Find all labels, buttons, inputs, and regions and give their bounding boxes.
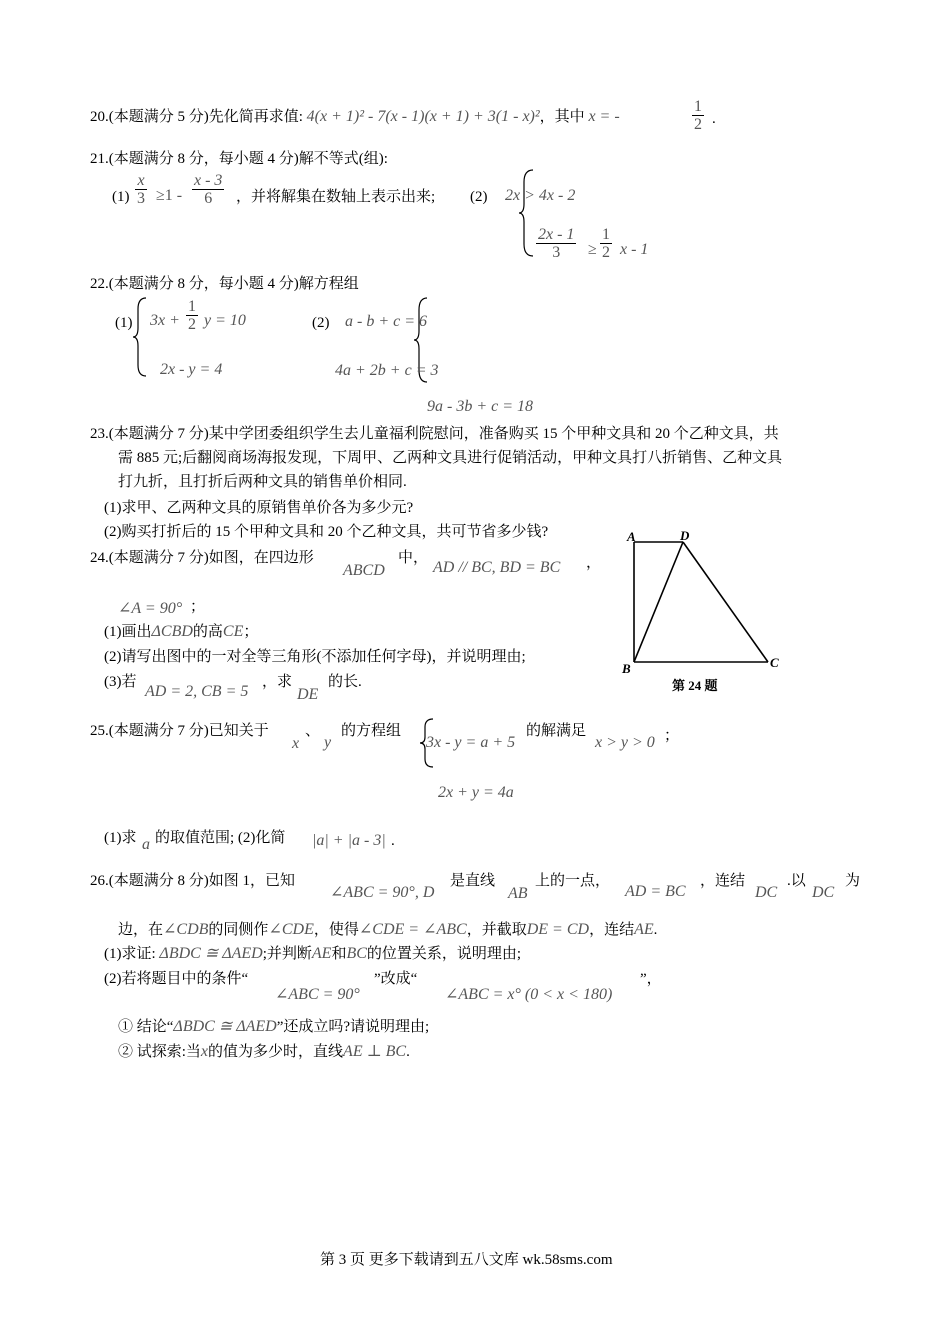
q26-s2d: ∠ABC = x° (0 < x < 180) [445, 986, 613, 1003]
q26-line2 [118, 921, 657, 939]
q22-p1-label: (1) [115, 315, 133, 331]
fig-label-a: A [627, 529, 636, 544]
q26-l2d: ∠CDE [268, 921, 314, 938]
q24-zhong: 中， [398, 550, 429, 566]
q22-p1-eq2: 2x - y = 4 [160, 361, 223, 378]
q26-l2j: AE [634, 921, 654, 938]
q25-dun: 、 [305, 723, 321, 739]
q26-s2e: ”， [640, 971, 662, 987]
q26-l2i: ，连结 [589, 922, 635, 938]
q26-sub1 [104, 945, 521, 963]
q21-head: 21.(本题满分 8 分，每小题 4 分)解不等式(组): [90, 151, 388, 167]
q26-c2a: ② 试探索:当 [118, 1044, 201, 1060]
q24-sub1-a: (1)画出 [104, 624, 152, 640]
q20-end: . [712, 111, 716, 127]
q25-mid: 的方程组 [341, 723, 402, 739]
q21-p2-l2-tail: x - 1 [620, 241, 649, 258]
q25-end: . [391, 833, 395, 849]
q24-head: 24.(本题满分 7 分)如图，在四边形 [90, 550, 314, 566]
q21-p1-left-num: x [135, 172, 147, 190]
q22-p1-eq1-frac [186, 298, 198, 333]
q26-t4: .以 [787, 873, 806, 889]
q25-eq2: 2x + y = 4a [438, 784, 514, 801]
q25-inequality: x > y > 0 [595, 734, 655, 751]
q25-eq1: 3x - y = a + 5 [426, 734, 516, 751]
q24-sub3-c: ，求 [262, 674, 293, 690]
q21-p1-text: ，并将解集在数轴上表示出来; [236, 189, 436, 205]
q23-line1: 23.(本题满分 7 分)某中学团委组织学生去儿童福利院慰问，准备购买 15 个甲种文具和 20 个乙种文具，共 [90, 426, 779, 442]
q26-t3: ，连结 [700, 873, 746, 889]
q25-sub1b: 的取值范围; (2)化简 [155, 830, 286, 846]
q26-l2e: ，使得 [313, 922, 359, 938]
q21-p1-right-num: x - 3 [194, 172, 223, 189]
fig-label-b: B [622, 661, 631, 676]
q26-c1c: ”还成立吗?请说明理由; [276, 1019, 430, 1035]
q21-p2-l2-den: 3 [552, 244, 561, 261]
q26-t2: 上的一点， [535, 873, 611, 889]
q26-c2d: AE ⊥ BC [343, 1043, 407, 1060]
q20-x-value: x = - [588, 108, 620, 125]
q26-ab: AB [508, 885, 528, 902]
q26-l2b: ∠CDB [163, 921, 209, 938]
q22-p2-eq1: a - b + c = 6 [345, 313, 428, 330]
q25-sub [104, 829, 137, 847]
q24-angle: ∠A = 90° [118, 600, 183, 617]
q21-p2-line2-frac [536, 226, 576, 261]
q22-p1-brace [132, 296, 150, 378]
q24-sub3-e: 的长. [328, 674, 362, 690]
q20-frac-den: 2 [694, 116, 702, 133]
q21-p1-operator: ≥1 - [156, 187, 183, 204]
q26-c2c: 的值为多少时，直线 [208, 1044, 344, 1060]
q26-l2f: ∠CDE = ∠ABC [358, 921, 467, 938]
q22-p1-eq1-num: 1 [188, 298, 196, 315]
q24-sub3-cond: AD = 2, CB = 5 [145, 683, 249, 700]
q26-l2c: 的同侧作 [208, 922, 269, 938]
q24-condition: AD // BC, BD = BC [433, 559, 561, 576]
q26-s2b: ∠ABC = 90° [275, 986, 360, 1003]
q22-p1-eq1-a: 3x + [150, 312, 180, 329]
q24-sub1-e: ； [243, 624, 259, 640]
q21-p1-left-den: 3 [137, 190, 145, 207]
q26-l2g: ，并截取 [466, 922, 527, 938]
q26-dc1: DC [755, 884, 778, 901]
q20-head: 20.(本题满分 5 分)先化简再求值: [90, 109, 303, 125]
q21-p1-label: (1) [112, 189, 130, 205]
q26-case2 [118, 1043, 410, 1061]
q25-sub1: (1)求 [104, 830, 137, 846]
q26-head: 26.(本题满分 8 分)如图 1，已知 [90, 873, 295, 889]
q26-cond2: AD = BC [625, 883, 686, 900]
q21-p2-l2-op: ≥ [588, 241, 597, 258]
q22-p1-eq1-den: 2 [188, 316, 196, 333]
q23-sub1: (1)求甲、乙两种文具的原销售单价各为多少元? [104, 500, 414, 516]
q20-cond: ，其中 [539, 109, 585, 125]
fig-caption: 第 24 题 [672, 678, 718, 693]
q20-fraction [692, 98, 704, 133]
q24-sub1-triangle: ΔCBD [151, 623, 193, 640]
q22-p2-eq3: 9a - 3b + c = 18 [427, 398, 534, 415]
q25-x: x [292, 735, 300, 752]
q21-p2-l2-rnum: 1 [602, 226, 610, 243]
q26-s1d: AE [311, 945, 332, 962]
q24-sub1 [104, 623, 258, 641]
q25-semi: ； [664, 728, 680, 744]
q21-p1-right-den: 6 [204, 190, 213, 207]
q24-sub3-de: DE [297, 686, 319, 703]
q26-dc2: DC [812, 884, 835, 901]
q23-sub2: (2)购买打折后的 15 个甲种文具和 20 个乙种文具，共可节省多少钱? [104, 524, 549, 540]
q26-c2e: . [406, 1044, 410, 1060]
q25-sol: 的解满足 [526, 723, 587, 739]
q26-l2h: DE = CD [526, 921, 590, 938]
q24-semi: ； [190, 599, 206, 615]
q21-p2-line1: 2x > 4x - 2 [505, 187, 576, 204]
q20-frac-num: 1 [694, 98, 702, 115]
q24-sub1-ce: CE [222, 623, 244, 640]
q26-s2a: (2)若将题目中的条件“ [104, 971, 249, 987]
q25-head: 25.(本题满分 7 分)已知关于 [90, 723, 269, 739]
fig-line-bd [634, 542, 683, 662]
q26-c2b: x [200, 1043, 209, 1060]
q26-l2k: . [653, 922, 658, 938]
fig-label-c: C [770, 655, 779, 670]
q26-c1b: ΔBDC ≅ ΔAED [173, 1018, 277, 1035]
q26-s2c: ”改成“ [374, 971, 418, 987]
q26-c1a: ① 结论“ [118, 1019, 174, 1035]
q26-case1 [118, 1018, 429, 1036]
q20-line [90, 108, 620, 126]
q26-s1f: BC [346, 945, 367, 962]
page-footer: 第 3 页 更多下载请到五八文库 wk.58sms.com [320, 1252, 613, 1268]
q24-sub2: (2)请写出图中的一对全等三角形(不添加任何字母)，并说明理由; [104, 649, 526, 665]
q24-comma: ， [586, 555, 602, 571]
q26-l2a: 边，在 [118, 922, 164, 938]
q24-sub3-a: (3)若 [104, 674, 137, 690]
fig-line-dc [683, 542, 768, 662]
q22-head: 22.(本题满分 8 分，每小题 4 分)解方程组 [90, 276, 359, 292]
q26-cond1: ∠ABC = 90°, D [330, 884, 435, 901]
q22-p2-eq2: 4a + 2b + c = 3 [335, 362, 439, 379]
q26-s1b: ΔBDC ≅ ΔAED [159, 945, 263, 962]
q24-sub1-c: 的高 [192, 624, 223, 640]
q22-p1-eq1-b: y = 10 [204, 312, 246, 329]
q25-y: y [324, 734, 332, 751]
q21-p1-right-frac [192, 172, 224, 207]
q26-s1a: (1)求证: [104, 946, 156, 962]
q26-t1: 是直线 [450, 873, 496, 889]
q21-p2-l2-num: 2x - 1 [538, 226, 575, 243]
q23-line3: 打九折，且打折后两种文具的销售单价相同. [118, 474, 407, 490]
q26-t5: 为 [845, 873, 861, 889]
q20-expression: 4(x + 1)² - 7(x - 1)(x + 1) + 3(1 - x)² [306, 108, 540, 125]
q25-a: a [142, 836, 150, 853]
q21-p2-label: (2) [470, 189, 488, 205]
q21-p1-left-frac [135, 172, 147, 207]
q26-s1c: ;并判断 [262, 946, 312, 962]
q21-p2-l2-rfrac [600, 226, 612, 261]
q26-s1g: 的位置关系，说明理由; [366, 946, 522, 962]
fig-label-d: D [680, 528, 690, 543]
q24-abcd: ABCD [343, 562, 385, 579]
q21-p2-l2-rden: 2 [602, 244, 610, 261]
q23-line2: 需 885 元;后翻阅商场海报发现，下周甲、乙两种文具进行促销活动，甲种文具打八折销售、乙种文具 [118, 450, 783, 466]
q24-figure [610, 525, 800, 700]
q22-p2-label: (2) [312, 315, 330, 331]
q25-abs-expr: |a| + |a - 3| [312, 832, 386, 849]
q26-s1e: 和 [331, 946, 347, 962]
q21-brace [518, 168, 538, 258]
